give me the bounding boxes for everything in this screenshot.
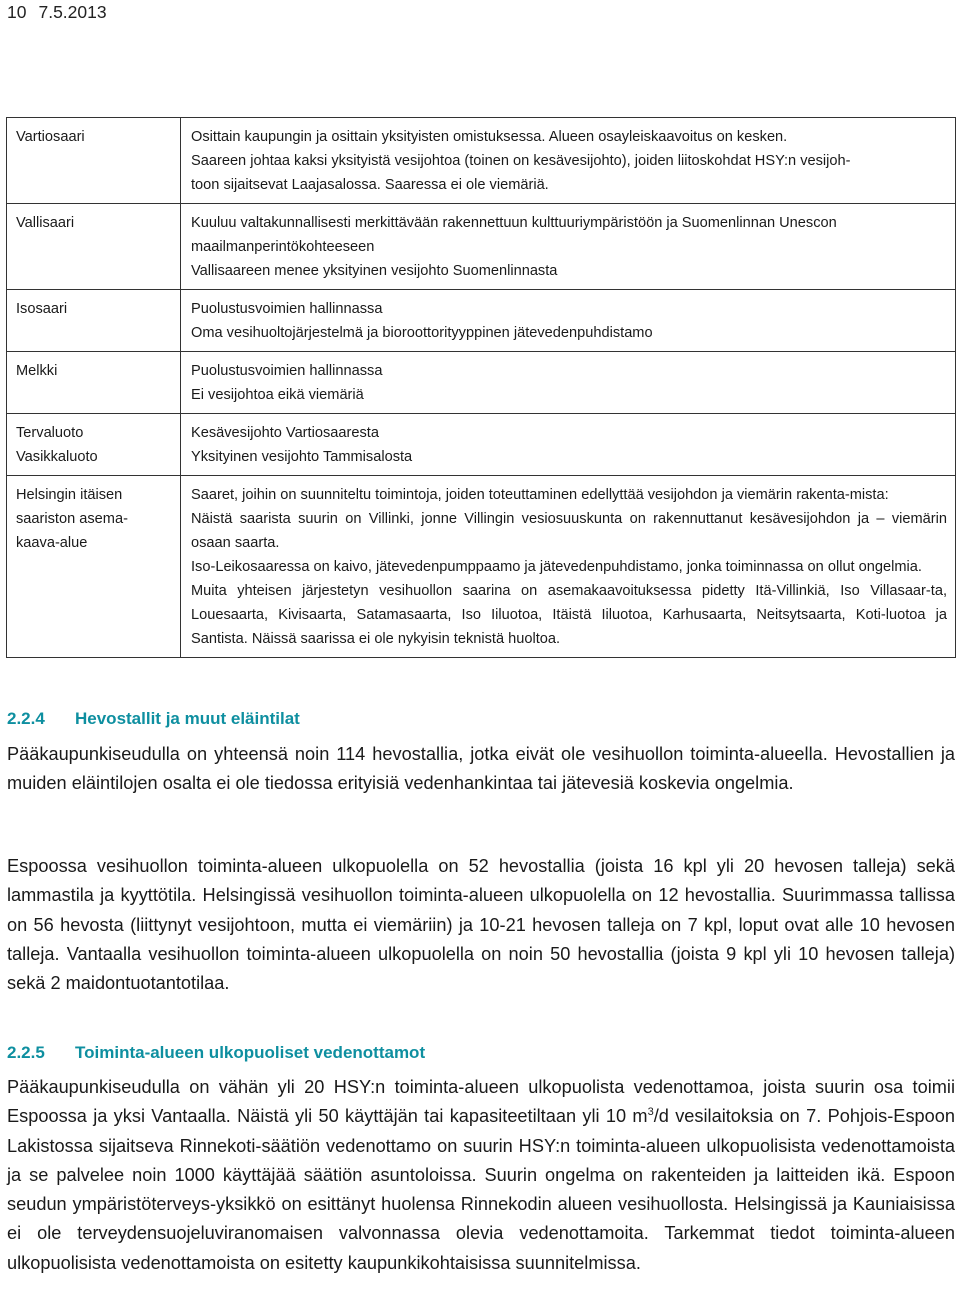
island-name: Vallisaari xyxy=(16,215,75,231)
table-cell-description xyxy=(181,352,956,414)
description-line: Saareen johtaa kaksi yksityistä vesijohtoa (toinen on kesävesijohto), joiden liitoskohdat HSY:n vesijoh- xyxy=(191,153,851,169)
description-line: Puolustusvoimien hallinnassa xyxy=(191,363,383,379)
paragraph xyxy=(7,1073,955,1278)
table-row xyxy=(7,352,956,414)
island-name: Tervaluoto xyxy=(16,425,84,441)
description-paragraph: Näistä saarista suurin on Villinki, jonne Villingin vesiosuuskunta on rakennuttanut kesävesijohdon ja – viemärin osaan saarta. xyxy=(191,511,947,551)
paragraph-text: /d vesilaitoksia on 7. Pohjois-Espoon Lakistossa sijaitseva Rinnekoti-säätiön vedenottamo on suurin HSY:n toiminta-alueen ulkopuolisista vedenottamoista ja se palvelee noin 1000 käyttäjää säätiön asuntoloissa. Suurin ongelma on rakenteiden ja laitteiden ikä. Espoon seudun ympäristöterveys-yksikkö on esittänyt huolensa Rinnekodin alueen vesihuollosta. Helsingissä ja Kauniaisissa ei ole terveydensuojeluviranomaisen valvonnassa olevia vedenottamoita. Tarkemmat tiedot toiminta-alueen ulkopuolisista vedenottamoista on esitetty kaupunkikohtaisissa suunnitelmissa. xyxy=(7,1106,955,1273)
section-heading-2-2-5 xyxy=(7,1043,425,1063)
section-heading-2-2-4 xyxy=(7,709,300,729)
description-paragraph: Muita yhteisen järjestetyn vesihuollon saarina on asemakaavoituksessa pidetty Itä-Villinkiä, Iso Villasaar-ta, Louesaarta, Kivisaarta, Satamasaarta, Iso Iiluotoa, Itäistä Iiluotoa, Karhusaarta, Neitsytsaarta, Koti-luotoa ja Santista. Näissä saarissa ei ole nykyisin teknistä huoltoa. xyxy=(191,583,947,647)
table-cell-name xyxy=(7,118,181,204)
table-cell-name xyxy=(7,290,181,352)
description-line: Ei vesijohtoa eikä viemäriä xyxy=(191,387,364,403)
description-paragraph: Iso-Leikosaaressa on kaivo, jätevedenpumppaamo ja jätevedenpuhdistamo, jonka toiminnassa on ollut ongelmia. xyxy=(191,559,922,575)
table-cell-name xyxy=(7,204,181,290)
table-cell-description xyxy=(181,414,956,476)
section-title: Toiminta-alueen ulkopuoliset vedenottamot xyxy=(75,1043,426,1062)
table-row xyxy=(7,118,956,204)
description-line: Osittain kaupungin ja osittain yksityisten omistuksessa. Alueen osayleiskaavoitus on kesken. xyxy=(191,129,788,145)
description-line: Yksityinen vesijohto Tammisalosta xyxy=(191,449,413,465)
section-title: Hevostallit ja muut eläintilat xyxy=(75,709,300,728)
section-number: 2.2.5 xyxy=(7,1043,45,1062)
area-name-line: Helsingin itäisen xyxy=(16,487,123,503)
description-paragraph: Saaret, joihin on suunniteltu toimintoja, joiden toteuttaminen edellyttää vesijohdon ja viemärin rakenta-mista: xyxy=(191,487,889,503)
description-line: Oma vesihuoltojärjestelmä ja bioroottorityyppinen jätevedenpuhdistamo xyxy=(191,325,653,341)
paragraph: Pääkaupunkiseudulla on yhteensä noin 114 hevostallia, jotka eivät ole vesihuollon toiminta-alueella. Hevostallien ja muiden eläintilojen osalta ei ole tiedossa erityisiä vedenhankintaa tai jätevesiä koskevia ongelmia. xyxy=(7,744,955,794)
table-cell-name xyxy=(7,414,181,476)
table-cell-description xyxy=(181,476,956,658)
page-header xyxy=(7,2,107,23)
table-cell-name xyxy=(7,352,181,414)
section-number: 2.2.4 xyxy=(7,709,45,728)
description-line: maailmanperintökohteeseen xyxy=(191,239,375,255)
description-line: toon sijaitsevat Laajasalossa. Saaressa ei ole viemäriä. xyxy=(191,177,549,193)
table-row xyxy=(7,290,956,352)
page-number: 10 xyxy=(7,2,27,22)
table-row xyxy=(7,476,956,658)
description-line: Puolustusvoimien hallinnassa xyxy=(191,301,383,317)
islands-water-supply-table xyxy=(6,117,956,658)
description-line: Kuuluu valtakunnallisesti merkittävään rakennettuun kulttuuriympäristöön ja Suomenlinnan Unescon xyxy=(191,215,837,231)
area-name-line: saariston asema- xyxy=(16,511,128,527)
superscript: 3 xyxy=(647,1106,654,1119)
description-line: Vallisaareen menee yksityinen vesijohto Suomenlinnasta xyxy=(191,263,558,279)
table-cell-description xyxy=(181,204,956,290)
description-line: Kesävesijohto Vartiosaaresta xyxy=(191,425,379,441)
paragraph-text: Pääkaupunkiseudulla on vähän yli 20 HSY:n toiminta-alueen ulkopuolista vedenottamoa, joista suurin osa toimii Espoossa ja yksi Vantaalla. Näistä yli 50 käyttäjän tai kapasiteetiltaan yli 10 m xyxy=(7,1077,955,1127)
table-cell-description xyxy=(181,290,956,352)
document-date: 7.5.2013 xyxy=(38,2,107,22)
island-name: Melkki xyxy=(16,363,58,379)
island-name: Isosaari xyxy=(16,301,68,317)
table-cell-description xyxy=(181,118,956,204)
table-row xyxy=(7,414,956,476)
island-name: Vartiosaari xyxy=(16,129,85,145)
paragraph: Espoossa vesihuollon toiminta-alueen ulkopuolella on 52 hevostallia (joista 16 kpl yli 20 hevosen talleja) sekä lammastila ja kyyttötila. Helsingissä vesihuollon toiminta-alueen ulkopuolella on 12 hevostallia. Suurimmassa tallissa on 56 hevosta (liittynyt vesijohtoon, mutta ei viemäriin) ja 10-21 hevosen talleja on 7 kpl, loput ovat alle 10 hevosen talleja. Vantaalla vesihuollon toiminta-alueen ulkopuolella on noin 50 hevostallia (joista 9 kpl yli 10 hevosen talleja) sekä 2 maidontuotantotilaa. xyxy=(7,856,955,994)
area-name-line: kaava-alue xyxy=(16,535,88,551)
table-row xyxy=(7,204,956,290)
island-name: Vasikkaluoto xyxy=(16,449,98,465)
table-cell-name xyxy=(7,476,181,658)
